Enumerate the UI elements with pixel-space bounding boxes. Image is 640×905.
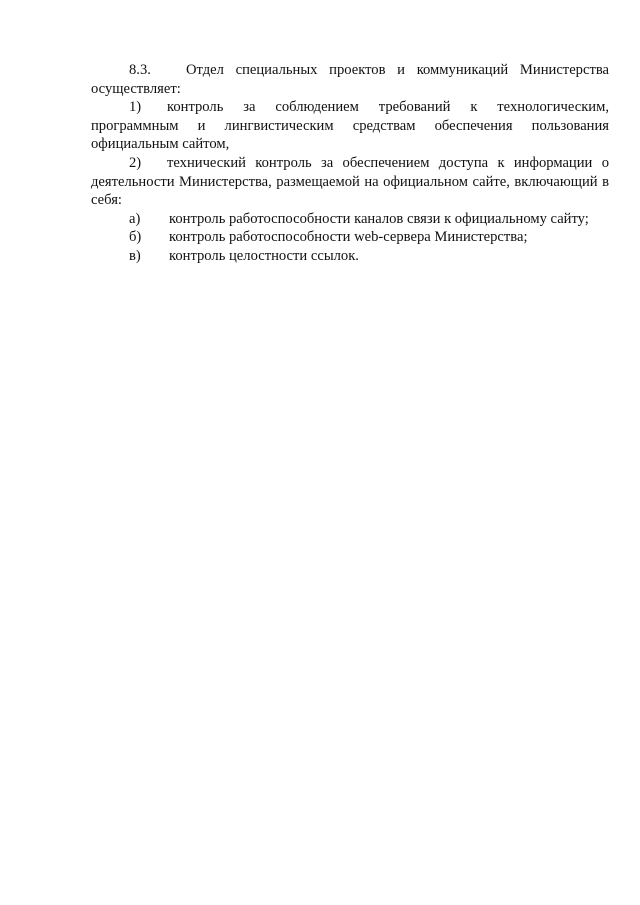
sub-list-item [91,228,609,247]
item-text: контроль за соблюдением требований к технологическим, программным и лингвистическим средствам обеспечения пользования официальным сайтом, [91,99,609,153]
item-text: технический контроль за обеспечением доступа к информации о деятельности Министерства, размещаемой на официальном сайте, включающий в себя: [91,154,609,209]
item-marker: 1) [129,99,142,116]
section-number: 8.3. [129,62,151,78]
subitem-text: контроль работоспособности каналов связи к официальному сайту; [169,210,589,227]
item-marker: 2) [129,154,142,171]
sub-list-item [91,210,609,229]
list-item [91,154,609,210]
section-text: Отдел специальных проектов и коммуникаций Министерства осуществляет: [91,62,609,97]
subitem-text: контроль целостности ссылок. [169,247,359,264]
list-item [91,98,609,154]
sub-list-item [91,247,609,266]
subitem-marker: в) [129,247,141,264]
subitem-text: контроль работоспособности web-сервера Министерства; [169,229,528,246]
subitem-marker: б) [129,229,142,246]
section-paragraph [91,61,609,98]
subitem-marker: а) [129,210,141,227]
document-body [91,61,609,266]
